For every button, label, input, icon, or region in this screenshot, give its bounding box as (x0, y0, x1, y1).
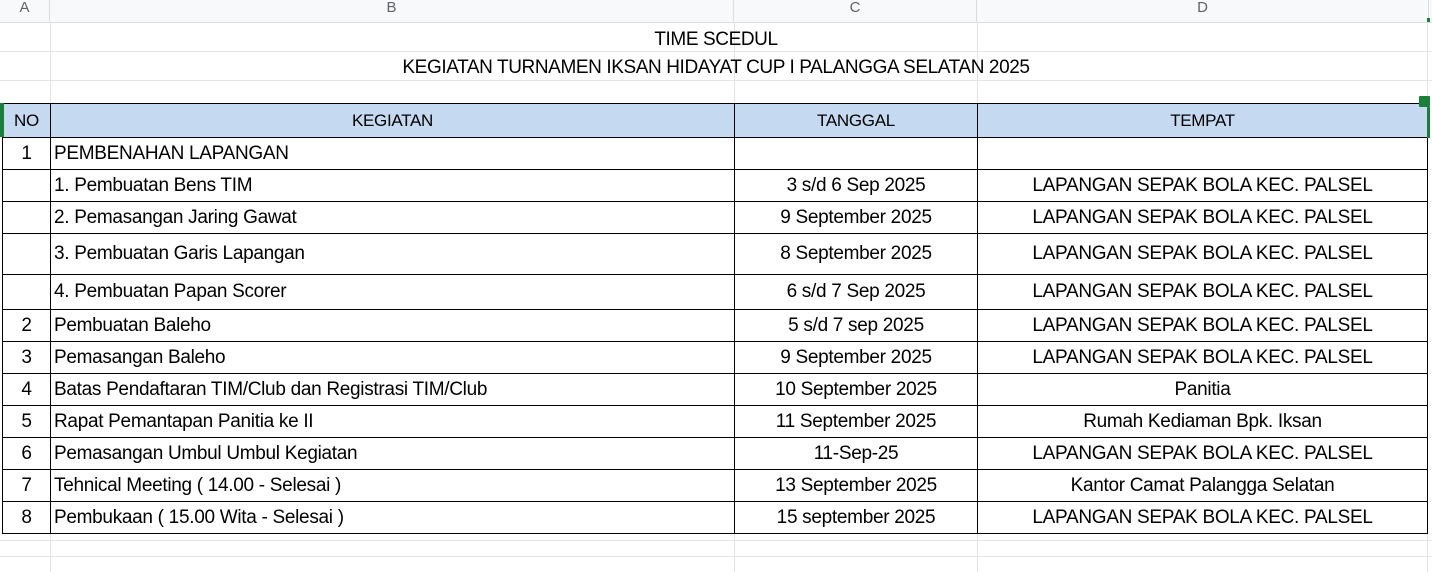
cell-tanggal[interactable]: 8 September 2025 (735, 234, 978, 275)
cell-tempat[interactable] (978, 138, 1428, 170)
cell-no[interactable]: 8 (3, 502, 51, 534)
cell-tanggal[interactable]: 5 s/d 7 sep 2025 (735, 310, 978, 342)
schedule-table (2, 103, 1428, 534)
sheet-title[interactable]: TIME SCEDUL (654, 29, 778, 50)
cell-tanggal[interactable]: 9 September 2025 (735, 342, 978, 374)
row-selection-indicator (0, 103, 4, 137)
column-header-b[interactable]: B (50, 0, 734, 22)
column-header-d[interactable]: D (977, 0, 1429, 22)
cell-kegiatan[interactable]: Pembukaan ( 15.00 Wita - Selesai ) (51, 502, 735, 534)
cell-kegiatan[interactable]: Pemasangan Umbul Umbul Kegiatan (51, 438, 735, 470)
cell-no[interactable]: 5 (3, 406, 51, 438)
cell-kegiatan[interactable]: Pembuatan Baleho (51, 310, 735, 342)
cell-kegiatan[interactable]: Tehnical Meeting ( 14.00 - Selesai ) (51, 470, 735, 502)
cell-no[interactable]: 4 (3, 374, 51, 406)
cell-no[interactable]: 7 (3, 470, 51, 502)
column-header-a[interactable]: A (0, 0, 50, 22)
table-row (3, 275, 1428, 310)
cell-kegiatan[interactable]: 2. Pemasangan Jaring Gawat (51, 202, 735, 234)
cell-kegiatan[interactable]: 4. Pembuatan Papan Scorer (51, 275, 735, 310)
cell-tempat[interactable]: LAPANGAN SEPAK BOLA KEC. PALSEL (978, 502, 1428, 534)
selection-edge (1427, 107, 1430, 138)
sheet-subtitle[interactable]: KEGIATAN TURNAMEN IKSAN HIDAYAT CUP I PALANGGA SELATAN 2025 (402, 57, 1030, 78)
header-tanggal[interactable]: TANGGAL (735, 104, 978, 138)
cell-tempat[interactable]: Rumah Kediaman Bpk. Iksan (978, 406, 1428, 438)
cell-tempat[interactable]: LAPANGAN SEPAK BOLA KEC. PALSEL (978, 310, 1428, 342)
grid-line (0, 80, 1432, 81)
cell-tempat[interactable]: LAPANGAN SEPAK BOLA KEC. PALSEL (978, 438, 1428, 470)
header-tempat[interactable]: TEMPAT (978, 104, 1428, 138)
cell-tanggal[interactable]: 10 September 2025 (735, 374, 978, 406)
cell-tempat[interactable]: Panitia (978, 374, 1428, 406)
cell-no[interactable] (3, 275, 51, 310)
table-row (3, 406, 1428, 438)
cell-tanggal[interactable]: 11 September 2025 (735, 406, 978, 438)
cell-no[interactable] (3, 202, 51, 234)
cell-tanggal[interactable]: 15 september 2025 (735, 502, 978, 534)
cell-tanggal[interactable]: 6 s/d 7 Sep 2025 (735, 275, 978, 310)
table-row (3, 170, 1428, 202)
table-row (3, 342, 1428, 374)
cell-tempat[interactable]: LAPANGAN SEPAK BOLA KEC. PALSEL (978, 342, 1428, 374)
cell-tempat[interactable]: LAPANGAN SEPAK BOLA KEC. PALSEL (978, 170, 1428, 202)
header-kegiatan[interactable]: KEGIATAN (51, 104, 735, 138)
cell-kegiatan[interactable]: Batas Pendaftaran TIM/Club dan Registrasi TIM/Club (51, 374, 735, 406)
column-header-c[interactable]: C (734, 0, 977, 22)
grid-line (0, 540, 1432, 541)
column-header-bar (0, 0, 1432, 23)
table-row (3, 138, 1428, 170)
selection-resize-handle[interactable] (1419, 96, 1430, 107)
cell-kegiatan[interactable]: PEMBENAHAN LAPANGAN (51, 138, 735, 170)
cell-kegiatan[interactable]: Pemasangan Baleho (51, 342, 735, 374)
table-row (3, 202, 1428, 234)
grid-line (0, 51, 1432, 52)
table-row (3, 470, 1428, 502)
table-header-row (3, 104, 1428, 138)
cell-tanggal[interactable]: 9 September 2025 (735, 202, 978, 234)
table-row (3, 438, 1428, 470)
cell-no[interactable] (3, 234, 51, 275)
grid-line (0, 556, 1432, 557)
table-row (3, 502, 1428, 534)
cell-no[interactable] (3, 170, 51, 202)
cell-tanggal[interactable]: 13 September 2025 (735, 470, 978, 502)
cell-kegiatan[interactable]: 1. Pembuatan Bens TIM (51, 170, 735, 202)
cell-tempat[interactable]: LAPANGAN SEPAK BOLA KEC. PALSEL (978, 275, 1428, 310)
cell-no[interactable]: 2 (3, 310, 51, 342)
table-row (3, 310, 1428, 342)
cell-tanggal[interactable] (735, 138, 978, 170)
cell-tempat[interactable]: LAPANGAN SEPAK BOLA KEC. PALSEL (978, 234, 1428, 275)
cell-tanggal[interactable]: 3 s/d 6 Sep 2025 (735, 170, 978, 202)
cell-tempat[interactable]: LAPANGAN SEPAK BOLA KEC. PALSEL (978, 202, 1428, 234)
cell-tanggal[interactable]: 11-Sep-25 (735, 438, 978, 470)
cell-tempat[interactable]: Kantor Camat Palangga Selatan (978, 470, 1428, 502)
cell-kegiatan[interactable]: 3. Pembuatan Garis Lapangan (51, 234, 735, 275)
table-row (3, 374, 1428, 406)
table-row (3, 234, 1428, 275)
cell-kegiatan[interactable]: Rapat Pemantapan Panitia ke II (51, 406, 735, 438)
cell-no[interactable]: 3 (3, 342, 51, 374)
header-no[interactable]: NO (3, 104, 51, 138)
cell-no[interactable]: 1 (3, 138, 51, 170)
cell-no[interactable]: 6 (3, 438, 51, 470)
